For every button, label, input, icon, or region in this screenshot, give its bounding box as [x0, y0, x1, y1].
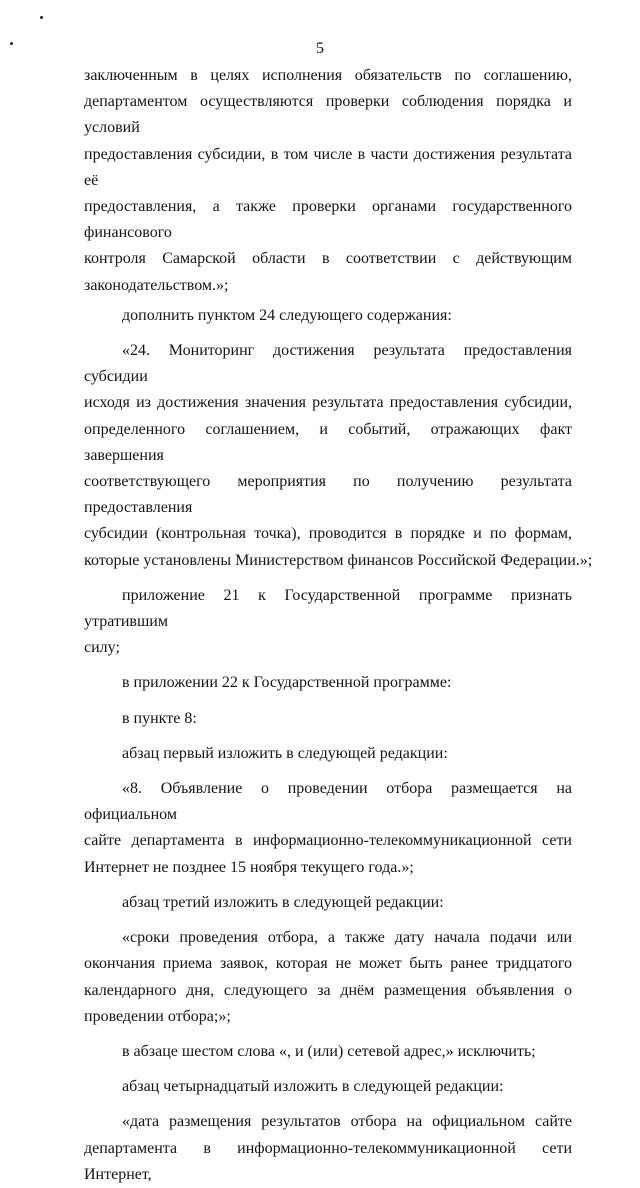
text-line: «дата размещения результатов отбора на официальном сайте [122, 1113, 572, 1131]
text-line: силу; [84, 639, 120, 657]
text-line: «сроки проведения отбора, а также дату начала подачи или [122, 929, 572, 947]
paragraph-annex-21 [84, 583, 572, 662]
text-line: проведении отбора;»; [84, 1007, 231, 1025]
text-line: сайте департамента в информационно-телекоммуникационной сети [84, 832, 572, 850]
text-line: определенного соглашением, и событий, отражающих факт завершения [84, 420, 572, 464]
paragraph-annex-22 [84, 670, 572, 696]
text-line: департамента в информационно-телекоммуникационной сети Интернет, [84, 1139, 572, 1183]
paragraph-selection-deadlines [84, 925, 572, 1030]
text-line: в абзаце шестом слова «, и (или) сетевой адрес,» исключить; [122, 1042, 536, 1060]
paragraph-add-item-24 [84, 303, 572, 329]
text-line: календарного дня, следующего за днём размещения объявления о [84, 981, 572, 999]
paragraph-item-8 [84, 706, 572, 732]
text-line: абзац третий изложить в следующей редакции: [122, 893, 444, 911]
paragraph-third-abzac [84, 890, 572, 916]
text-line: предоставления субсидии, в том числе в части достижения результата её [84, 145, 572, 189]
text-line: «8. Объявление о проведении отбора размещается на официальном [84, 780, 572, 824]
paragraph-item-8-announcement [84, 776, 572, 881]
paragraph-results-publication [84, 1109, 572, 1188]
page-number: 5 [316, 40, 324, 57]
paragraph-fourteenth-abzac [84, 1074, 572, 1100]
scan-speck [40, 16, 43, 19]
text-line: в приложении 22 к Государственной программе: [122, 674, 452, 692]
text-line: Интернет не позднее 15 ноября текущего года.»; [84, 858, 414, 876]
paragraph-sixth-abzac [84, 1039, 572, 1065]
text-line: департаментом осуществляются проверки соблюдения порядка и условий [84, 93, 572, 137]
text-line: законодательством.»; [84, 276, 229, 294]
text-line: в пункте 8: [122, 709, 197, 727]
paragraph-item-24-monitoring [84, 338, 593, 574]
text-line: предоставления, а также проверки органами государственного финансового [84, 198, 572, 242]
text-line: соответствующего мероприятия по получению результата предоставления [84, 473, 572, 517]
text-line: дополнить пунктом 24 следующего содержания: [122, 306, 452, 324]
paragraph-verification-clause [84, 63, 572, 299]
text-line: «24. Мониторинг достижения результата предоставления субсидии [84, 342, 572, 386]
text-line: исходя из достижения значения результата предоставления субсидии, [84, 394, 572, 412]
paragraph-first-abzac [84, 741, 572, 767]
text-line: окончания приема заявок, которая не может быть ранее тридцатого [84, 955, 572, 973]
text-line: абзац первый изложить в следующей редакции: [122, 744, 448, 762]
document-body [84, 63, 593, 1188]
text-line: приложение 21 к Государственной программе признать утратившим [84, 586, 572, 631]
text-line: которые установлены Министерством финансов Российской Федерации.»; [84, 551, 593, 569]
text-line: контроля Самарской области в соответствии с действующим [84, 250, 572, 268]
text-line: заключенным в целях исполнения обязательств по соглашению, [84, 67, 572, 84]
text-line: субсидии (контрольная точка), проводится в порядке и по формам, [84, 525, 572, 543]
text-line: абзац четырнадцатый изложить в следующей редакции: [122, 1078, 504, 1096]
